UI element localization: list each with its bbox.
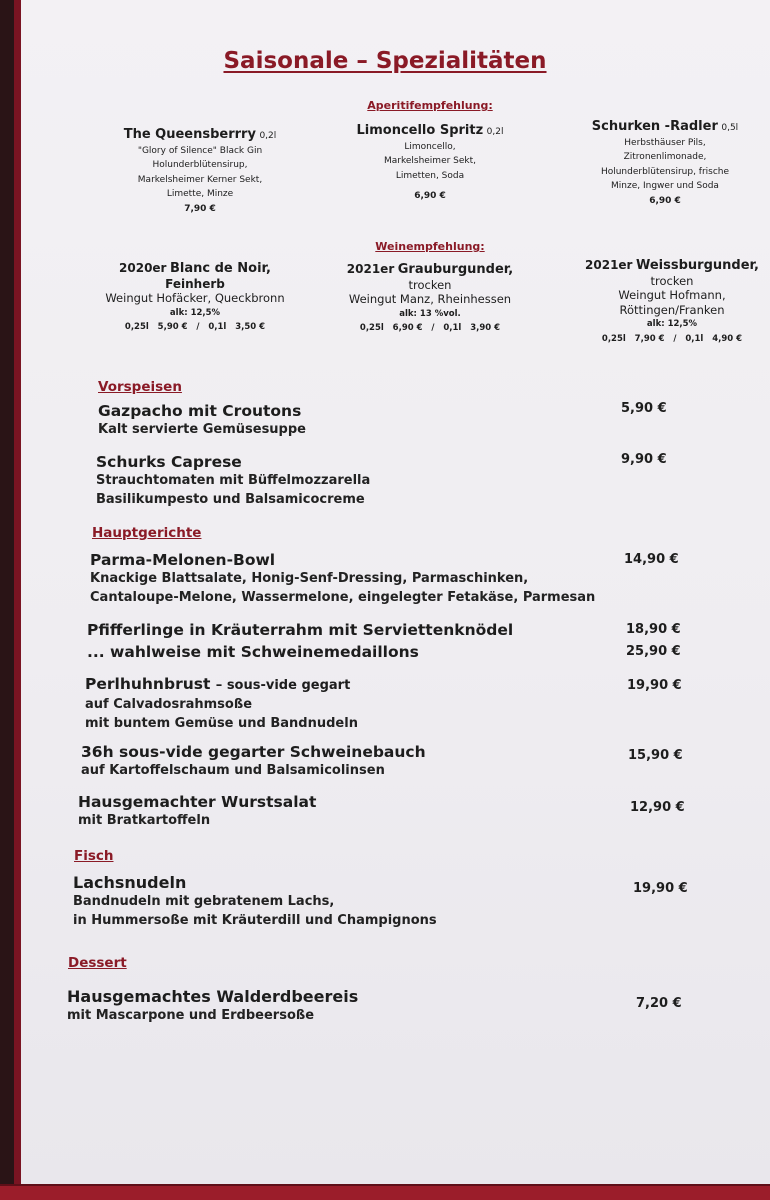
dish-description: auf Calvadosrahmsoße: [85, 697, 253, 712]
wine-vintage: 2021er: [346, 262, 395, 276]
dish-description: mit Mascarpone und Erdbeersoße: [67, 1008, 315, 1023]
wine-prices: 0,25l 5,90 € / 0,1l 3,50 €: [124, 322, 266, 332]
aperitif-item-queensberry: [100, 128, 300, 216]
dish-name: 36h sous-vide gegarter Schweinebauch: [81, 743, 426, 761]
wine-style: trocken: [650, 273, 694, 288]
menu-folder-edge: [0, 1184, 770, 1200]
aperitif-heading: Aperitifempfehlung:: [367, 99, 493, 112]
dish-gazpacho: [98, 401, 306, 440]
dish-note: – sous-vide gegart: [215, 678, 351, 693]
dish-name: Hausgemachtes Walderdbeereis: [67, 987, 359, 1006]
wine-name: Grauburgunder,: [397, 262, 514, 277]
dish-description: Basilikumpesto und Balsamicocreme: [96, 491, 365, 507]
dish-price: 18,90 €: [626, 622, 681, 637]
drink-price: 7,90 €: [184, 203, 216, 214]
dish-description: mit buntem Gemüse und Bandnudeln: [85, 715, 358, 731]
wine-producer: Weingut Hofmann,: [618, 288, 726, 302]
wine-name: Blanc de Noir,: [169, 261, 271, 276]
drink-name: The Queensberrry: [123, 127, 256, 142]
dish-lachsnudeln: [73, 873, 437, 930]
section-hauptgerichte: Hauptgerichte: [92, 525, 202, 541]
wine-item-weissburgunder: [572, 258, 770, 346]
dish-option: ... wahlweise mit Schweinemedaillons: [87, 643, 419, 661]
dish-price: 7,20 €: [636, 996, 682, 1011]
drink-line: Holunderblütensirup, frische: [600, 166, 730, 177]
dish-name: Hausgemachter Wurstsalat: [78, 793, 317, 811]
wine-producer-region: Röttingen/Franken: [619, 302, 725, 317]
wine-name: Weissburgunder,: [635, 258, 759, 273]
drink-line: Holunderblütensirup,: [152, 160, 248, 170]
wine-vintage: 2020er: [119, 261, 167, 275]
dish-name: Parma-Melonen-Bowl: [90, 551, 276, 569]
dish-price-option: 25,90 €: [626, 644, 681, 659]
dish-description: in Hummersoße mit Kräuterdill und Champignons: [73, 912, 437, 928]
dish-description: Cantaloupe-Melone, Wassermelone, eingelegter Fetakäse, Parmesan: [90, 589, 596, 605]
dish-schweinebauch: [81, 742, 426, 781]
section-fisch: Fisch: [74, 848, 114, 864]
drink-name: Schurken -Radler: [591, 119, 718, 134]
dish-price: 19,90 €: [633, 881, 688, 896]
drink-size: 0,2l: [486, 127, 504, 137]
wine-style: trocken: [408, 277, 452, 292]
drink-line: Limette, Minze: [166, 189, 234, 199]
dish-name: Perlhuhnbrust: [85, 675, 211, 693]
drink-size: 0,2l: [259, 131, 277, 141]
dish-description: auf Kartoffelschaum und Balsamicolinsen: [81, 763, 385, 778]
section-dessert: Dessert: [68, 955, 127, 971]
drink-line: "Glory of Silence" Black Gin: [137, 145, 263, 156]
dish-name: Gazpacho mit Croutons: [98, 402, 302, 420]
dish-description: mit Bratkartoffeln: [78, 813, 211, 828]
drink-line: Zitronenlimonade,: [623, 152, 707, 162]
wine-style: Feinherb: [165, 276, 225, 291]
drink-line: Markelsheimer Kerner Sekt,: [137, 174, 263, 185]
wine-prices: 0,25l 6,90 € / 0,1l 3,90 €: [359, 323, 501, 333]
wine-vintage: 2021er: [585, 258, 633, 272]
dish-price: 14,90 €: [624, 552, 679, 567]
dish-wurstsalat: [78, 792, 316, 831]
wine-alcohol: alk: 12,5%: [169, 307, 221, 318]
dish-price: 9,90 €: [621, 452, 667, 467]
dish-description: Bandnudeln mit gebratenem Lachs,: [73, 894, 335, 909]
dish-walderdbeereis: [67, 987, 358, 1026]
wine-prices: 0,25l 7,90 € / 0,1l 4,90 €: [601, 333, 743, 344]
dish-parma-melonen-bowl: [90, 550, 595, 607]
wine-producer: Weingut Manz, Rheinhessen: [348, 292, 512, 306]
drink-price: 6,90 €: [414, 191, 446, 201]
dish-price: 12,90 €: [630, 800, 685, 815]
page-title: Saisonale – Spezialitäten: [223, 48, 547, 74]
drink-line: Markelsheimer Sekt,: [383, 156, 477, 166]
aperitif-item-radler: [560, 120, 770, 208]
wine-alcohol: alk: 12,5%: [646, 319, 698, 329]
wine-heading: Weinempfehlung:: [375, 240, 485, 253]
dish-description: Knackige Blattsalate, Honig-Senf-Dressing, Parmaschinken,: [90, 571, 529, 586]
wine-alcohol: alk: 13 %vol.: [399, 308, 461, 319]
dish-name: Pfifferlinge in Kräuterrahm mit Serviettenknödel: [87, 621, 514, 639]
drink-price: 6,90 €: [649, 195, 681, 206]
dish-caprese: [96, 452, 370, 509]
drink-name: Limoncello Spritz: [356, 123, 484, 138]
aperitif-item-limoncello: [330, 124, 530, 204]
drink-size: 0,5l: [721, 123, 739, 133]
wine-item-grauburgunder: [330, 262, 530, 336]
dish-name: Lachsnudeln: [73, 873, 187, 892]
wine-item-blanc-de-noir: [95, 261, 295, 335]
dish-price: 15,90 €: [628, 748, 683, 763]
drink-line: Minze, Ingwer und Soda: [611, 181, 719, 191]
drink-line: Herbsthäuser Pils,: [624, 137, 706, 148]
dish-name: Schurks Caprese: [96, 453, 242, 471]
drink-line: Limetten, Soda: [395, 170, 465, 181]
drink-line: Limoncello,: [404, 141, 456, 152]
dish-pfifferlinge: [87, 619, 513, 663]
dish-description: Strauchtomaten mit Büffelmozzarella: [96, 473, 371, 488]
wine-producer: Weingut Hofäcker, Queckbronn: [105, 291, 285, 305]
dish-description: Kalt servierte Gemüsesuppe: [98, 422, 306, 437]
dish-price: 19,90 €: [627, 678, 682, 693]
section-vorspeisen: Vorspeisen: [98, 379, 182, 395]
dish-price: 5,90 €: [621, 401, 667, 416]
dish-perlhuhnbrust: [85, 674, 358, 733]
